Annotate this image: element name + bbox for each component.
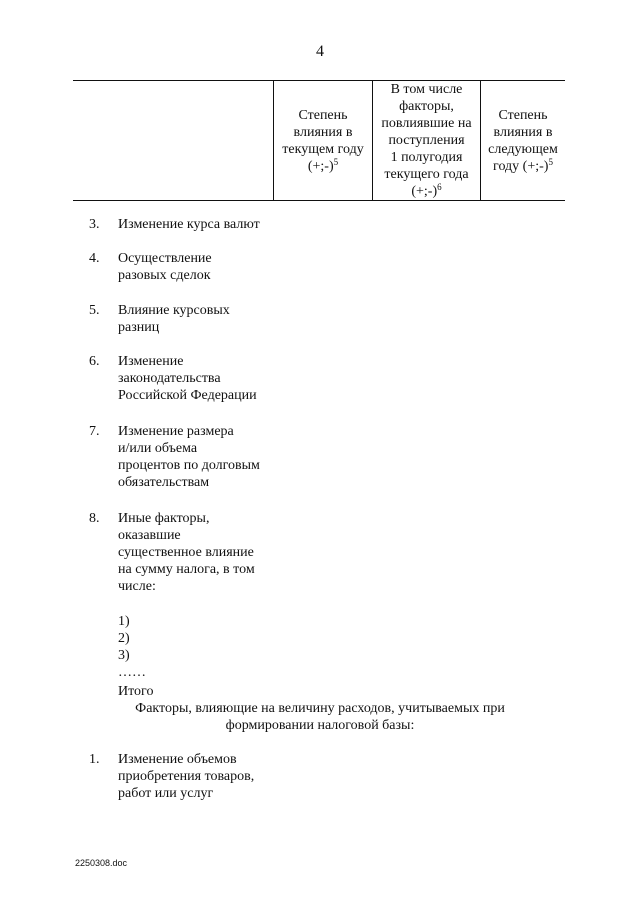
subitem: 2) <box>118 631 130 646</box>
item-number: 3. <box>89 217 100 232</box>
item-number: 7. <box>89 424 100 439</box>
subitem: …… <box>118 665 146 680</box>
subitem: 1) <box>118 614 130 629</box>
header-next-year: Степень влияния в следующем году (+;-)$^5$ <box>488 107 558 174</box>
item-number: 4. <box>89 251 100 266</box>
item-number: 6. <box>89 354 100 369</box>
item-text: Иные факторы, оказавшие существенное влияние на сумму налога, в том числе: <box>118 511 255 594</box>
header-half-year: В том числе факторы, повлиявшие на поступления 1 полугодия текущего года (+;-)$^6$ <box>381 82 472 199</box>
subitem: 3) <box>118 648 130 663</box>
subitem-list <box>118 613 146 681</box>
header-current-year: Степень влияния в текущем году (+;-)$^5$ <box>282 107 364 174</box>
item-text: Влияние курсовых разниц <box>118 303 230 335</box>
item-number: 8. <box>89 511 100 526</box>
footer-code: 2250308.doc <box>75 858 128 868</box>
section-heading: Факторы, влияющие на величину расходов, учитываемых при формировании налоговой базы: <box>135 701 505 733</box>
item-text: Осуществление разовых сделок <box>118 251 212 283</box>
total-label: Итого <box>118 684 154 699</box>
item-text: Изменение объемов приобретения товаров, работ или услуг <box>118 752 255 801</box>
item-number: 5. <box>89 303 100 318</box>
item-text: Изменение законодательства Российской Федерации <box>118 354 257 403</box>
item-number: 1. <box>89 752 100 767</box>
page-number: 4 <box>316 43 324 60</box>
item-text: Изменение курса валют <box>118 217 260 232</box>
item-text: Изменение размера и/или объема процентов по долговым обязательствам <box>118 424 260 490</box>
